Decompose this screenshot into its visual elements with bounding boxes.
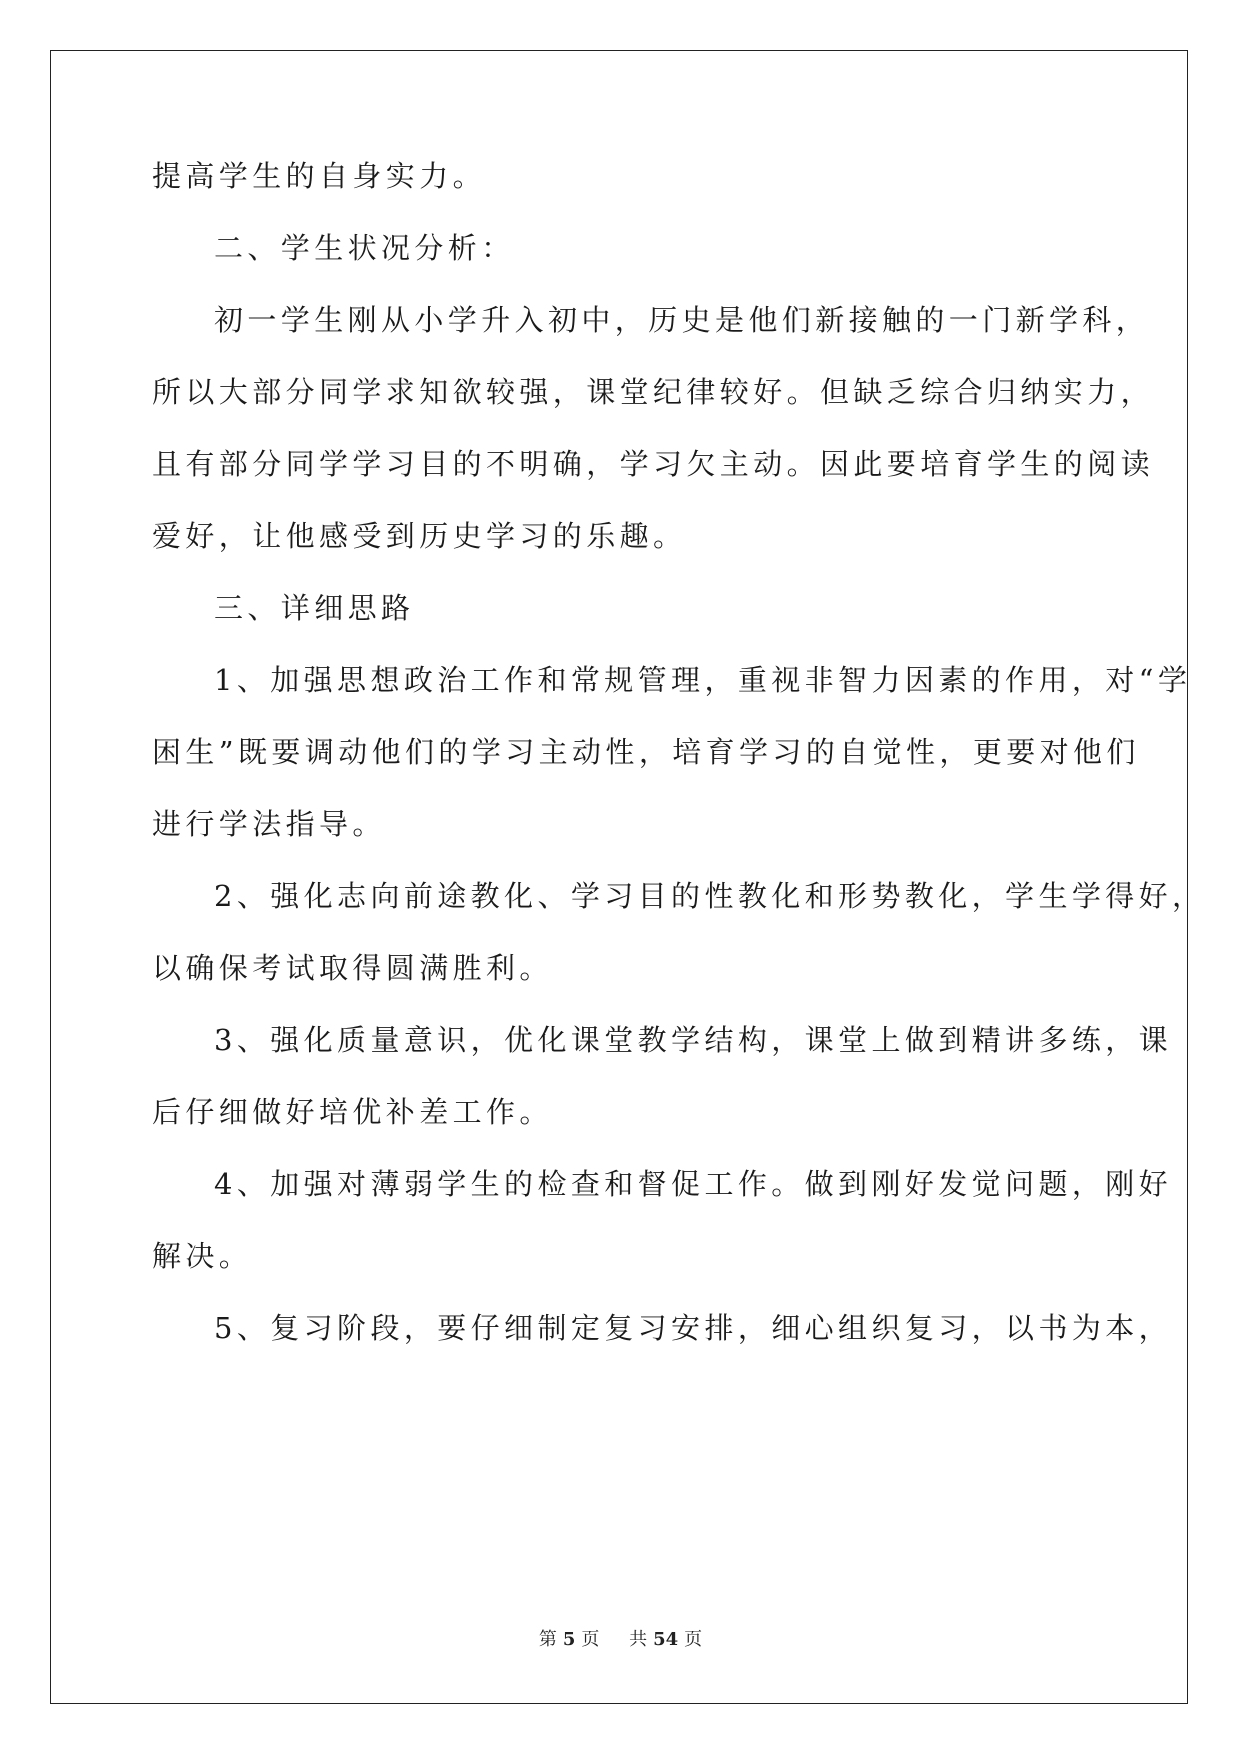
total-pages-indicator — [623, 1629, 708, 1650]
page-prefix: 第 — [538, 1629, 557, 1650]
total-pages: 54 — [653, 1629, 679, 1650]
text-line: 1、加强思想政治工作和常规管理，重视非智力因素的作用，对“学 — [214, 663, 1192, 697]
text-line: 5、复习阶段，要仔细制定复习安排，细心组织复习，以书为本， — [214, 1311, 1173, 1345]
page-footer — [0, 1625, 1241, 1651]
text-line: 3、强化质量意识，优化课堂教学结构，课堂上做到精讲多练，课 — [214, 1023, 1173, 1057]
page-suffix: 页 — [581, 1629, 600, 1650]
section-heading: 三、详细思路 — [214, 591, 415, 625]
page-number: 5 — [562, 1629, 576, 1650]
page-indicator — [533, 1629, 606, 1650]
text-line: 进行学法指导。 — [152, 807, 386, 841]
text-line: 初一学生刚从小学升入初中，历史是他们新接触的一门新学科， — [214, 303, 1150, 337]
text-line: 以确保考试取得圆满胜利。 — [152, 951, 553, 985]
text-line: 所以大部分同学求知欲较强，课堂纪律较好。但缺乏综合归纳实力， — [152, 375, 1155, 409]
total-prefix: 共 — [629, 1629, 648, 1650]
text-line: 提高学生的自身实力。 — [152, 159, 487, 193]
text-line: 后仔细做好培优补差工作。 — [152, 1095, 553, 1129]
text-line: 且有部分同学学习目的不明确，学习欠主动。因此要培育学生的阅读 — [152, 447, 1155, 481]
section-heading: 二、学生状况分析： — [214, 231, 515, 265]
text-line: 困生”既要调动他们的学习主动性，培育学习的自觉性，更要对他们 — [152, 735, 1140, 769]
text-line: 4、加强对薄弱学生的检查和督促工作。做到刚好发觉问题，刚好 — [214, 1167, 1173, 1201]
total-suffix: 页 — [684, 1629, 703, 1650]
text-line: 爱好，让他感受到历史学习的乐趣。 — [152, 519, 687, 553]
text-line: 2、强化志向前途教化、学习目的性教化和形势教化，学生学得好， — [214, 879, 1206, 913]
text-line: 解决。 — [152, 1239, 253, 1273]
